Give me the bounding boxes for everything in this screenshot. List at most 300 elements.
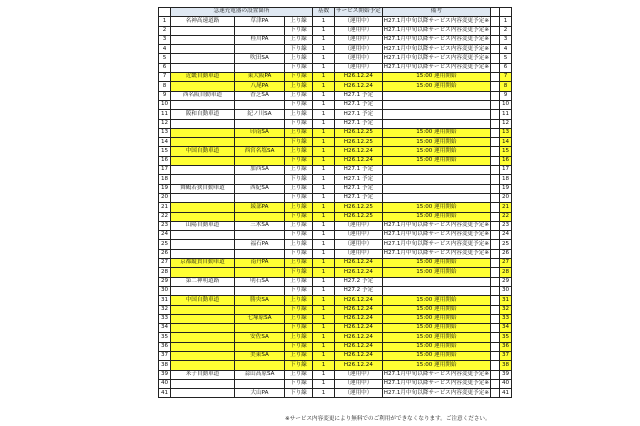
charger-count: 1 xyxy=(313,296,335,305)
charger-count: 1 xyxy=(313,389,335,398)
table-row xyxy=(159,54,512,63)
row-number-right: 24 xyxy=(500,231,512,240)
table-row xyxy=(159,389,512,398)
table-row xyxy=(159,351,512,360)
table-header-row xyxy=(159,8,512,17)
remarks: 15:00 運用開始 xyxy=(382,259,490,268)
service-start: H27.1 予定 xyxy=(335,193,383,202)
expressway-name: 中国自動車道 xyxy=(171,147,235,156)
service-area-name xyxy=(235,249,285,258)
service-start: H26.12.24 xyxy=(335,324,383,333)
row-number-right: 2 xyxy=(500,26,512,35)
service-area-name: 紀ノ川SA xyxy=(235,110,285,119)
remarks xyxy=(382,166,490,175)
charger-count: 1 xyxy=(313,342,335,351)
charger-count: 1 xyxy=(313,370,335,379)
expressway-name xyxy=(171,54,235,63)
remarks: 15:00 運用開始 xyxy=(382,82,490,91)
expressway-name xyxy=(171,268,235,277)
row-number: 8 xyxy=(159,82,171,91)
row-number-right: 8 xyxy=(500,82,512,91)
row-number: 7 xyxy=(159,73,171,82)
table-row xyxy=(159,73,512,82)
expressway-name xyxy=(171,212,235,221)
table-row xyxy=(159,286,512,295)
service-area-name: 勝央SA xyxy=(235,296,285,305)
table-row xyxy=(159,128,512,137)
row-number-right: 32 xyxy=(500,305,512,314)
service-area-name xyxy=(235,379,285,388)
service-area-name: 大山PA xyxy=(235,389,285,398)
service-start: （運用中） xyxy=(335,45,383,54)
service-start: H26.12.25 xyxy=(335,138,383,147)
row-number: 18 xyxy=(159,175,171,184)
service-start: H27.1 予定 xyxy=(335,91,383,100)
table-row xyxy=(159,221,512,230)
service-area-name xyxy=(235,26,285,35)
table-row xyxy=(159,166,512,175)
direction: 下り線 xyxy=(285,45,313,54)
service-start: H26.12.24 xyxy=(335,147,383,156)
remarks: H27.1月中旬以降サービス内容変更予定※ xyxy=(382,26,490,35)
table-row xyxy=(159,259,512,268)
direction: 下り線 xyxy=(285,324,313,333)
service-start: H27.2 予定 xyxy=(335,286,383,295)
remarks: 15:00 運用開始 xyxy=(382,73,490,82)
table-row xyxy=(159,203,512,212)
row-number-right: 33 xyxy=(500,314,512,323)
remarks: 15:00 運用開始 xyxy=(382,128,490,137)
remarks: 15:00 運用開始 xyxy=(382,156,490,165)
service-area-name: 明石SA xyxy=(235,277,285,286)
service-start: （運用中） xyxy=(335,240,383,249)
row-number: 30 xyxy=(159,286,171,295)
remarks: H27.1月中旬以降サービス内容変更予定※ xyxy=(382,45,490,54)
expressway-name xyxy=(171,138,235,147)
remarks: 15:00 運用開始 xyxy=(382,305,490,314)
row-number-right: 35 xyxy=(500,333,512,342)
table-row xyxy=(159,370,512,379)
table-row xyxy=(159,138,512,147)
service-start: H26.12.24 xyxy=(335,351,383,360)
charger-count: 1 xyxy=(313,17,335,26)
expressway-name xyxy=(171,100,235,109)
expressway-name xyxy=(171,35,235,44)
service-start: H27.1 予定 xyxy=(335,110,383,119)
expressway-name: 近畿自動車道 xyxy=(171,73,235,82)
row-number-right: 29 xyxy=(500,277,512,286)
row-number-right: 15 xyxy=(500,147,512,156)
expressway-name xyxy=(171,193,235,202)
row-number: 16 xyxy=(159,156,171,165)
service-start: H26.12.24 xyxy=(335,314,383,323)
charger-count: 1 xyxy=(313,119,335,128)
row-number: 13 xyxy=(159,128,171,137)
service-area-name xyxy=(235,342,285,351)
expressway-name xyxy=(171,361,235,370)
remarks: 15:00 運用開始 xyxy=(382,203,490,212)
row-number-right: 11 xyxy=(500,110,512,119)
direction: 下り線 xyxy=(285,175,313,184)
remarks: H27.1月中旬以降サービス内容変更予定※ xyxy=(382,370,490,379)
remarks xyxy=(382,91,490,100)
remarks: H27.1月中旬以降サービス内容変更予定※ xyxy=(382,35,490,44)
charger-count: 1 xyxy=(313,314,335,323)
service-start: H26.12.24 xyxy=(335,342,383,351)
direction: 下り線 xyxy=(285,268,313,277)
expressway-name xyxy=(171,351,235,360)
charger-count: 1 xyxy=(313,110,335,119)
expressway-name xyxy=(171,324,235,333)
table-row xyxy=(159,212,512,221)
direction: 上り線 xyxy=(285,184,313,193)
row-number-right: 19 xyxy=(500,184,512,193)
expressway-name xyxy=(171,203,235,212)
header-remarks: 備考 xyxy=(382,8,490,17)
remarks: H27.1月中旬以降サービス内容変更予定※ xyxy=(382,54,490,63)
direction: 下り線 xyxy=(285,119,313,128)
table-row xyxy=(159,147,512,156)
direction: 上り線 xyxy=(285,314,313,323)
charger-count: 1 xyxy=(313,379,335,388)
table-row xyxy=(159,17,512,26)
row-number: 12 xyxy=(159,119,171,128)
header-location: 急速充電器の設置箇所 xyxy=(171,8,313,17)
direction: 下り線 xyxy=(285,305,313,314)
table-row xyxy=(159,119,512,128)
remarks: 15:00 運用開始 xyxy=(382,342,490,351)
service-start: H26.12.24 xyxy=(335,296,383,305)
row-number: 4 xyxy=(159,45,171,54)
remarks: H27.1月中旬以降サービス内容変更予定※ xyxy=(382,240,490,249)
service-area-name: 東大阪PA xyxy=(235,73,285,82)
remarks xyxy=(382,175,490,184)
direction: 下り線 xyxy=(285,193,313,202)
expressway-name: 舞鶴若狭自動車道 xyxy=(171,184,235,193)
table-row xyxy=(159,305,512,314)
charger-count: 1 xyxy=(313,147,335,156)
service-area-name xyxy=(235,138,285,147)
expressway-name xyxy=(171,175,235,184)
expressway-name: 米子自動車道 xyxy=(171,370,235,379)
row-number: 35 xyxy=(159,333,171,342)
row-number: 38 xyxy=(159,361,171,370)
expressway-name: 中国自動車道 xyxy=(171,296,235,305)
row-number: 33 xyxy=(159,314,171,323)
direction: 上り線 xyxy=(285,147,313,156)
remarks: 15:00 運用開始 xyxy=(382,296,490,305)
charger-count: 1 xyxy=(313,203,335,212)
charger-count: 1 xyxy=(313,138,335,147)
service-start: H26.12.24 xyxy=(335,259,383,268)
charger-count: 1 xyxy=(313,305,335,314)
remarks xyxy=(382,193,490,202)
expressway-name xyxy=(171,166,235,175)
row-number: 17 xyxy=(159,166,171,175)
expressway-name xyxy=(171,342,235,351)
row-number: 27 xyxy=(159,259,171,268)
header-service-start: サービス開始予定 xyxy=(335,8,383,17)
charger-count: 1 xyxy=(313,156,335,165)
table-row xyxy=(159,63,512,72)
row-number: 37 xyxy=(159,351,171,360)
direction: 上り線 xyxy=(285,221,313,230)
service-area-name xyxy=(235,231,285,240)
service-area-name xyxy=(235,193,285,202)
direction: 上り線 xyxy=(285,17,313,26)
service-start: （運用中） xyxy=(335,54,383,63)
table-row xyxy=(159,361,512,370)
service-area-name: 安佐SA xyxy=(235,333,285,342)
direction: 下り線 xyxy=(285,342,313,351)
expressway-name: 京都縦貫自動車道 xyxy=(171,259,235,268)
service-start: H26.12.24 xyxy=(335,73,383,82)
table-row xyxy=(159,91,512,100)
direction: 下り線 xyxy=(285,286,313,295)
table-row xyxy=(159,82,512,91)
row-number-right: 3 xyxy=(500,35,512,44)
charger-count: 1 xyxy=(313,45,335,54)
table-row xyxy=(159,100,512,109)
row-number-right: 12 xyxy=(500,119,512,128)
remarks: H27.1月中旬以降サービス内容変更予定※ xyxy=(382,231,490,240)
row-number: 5 xyxy=(159,54,171,63)
direction: 下り線 xyxy=(285,156,313,165)
row-number-right: 34 xyxy=(500,324,512,333)
table-row xyxy=(159,110,512,119)
remarks: 15:00 運用開始 xyxy=(382,147,490,156)
remarks: 15:00 運用開始 xyxy=(382,138,490,147)
row-number-right: 4 xyxy=(500,45,512,54)
table-row xyxy=(159,249,512,258)
expressway-name: 山陽自動車道 xyxy=(171,221,235,230)
expressway-name xyxy=(171,389,235,398)
row-number: 39 xyxy=(159,370,171,379)
service-start: H26.12.24 xyxy=(335,333,383,342)
table-row xyxy=(159,45,512,54)
footnote: ※サービス内容変更により無料でのご利用ができなくなります。ご注意ください。 xyxy=(285,416,491,422)
row-number: 26 xyxy=(159,249,171,258)
row-number: 14 xyxy=(159,138,171,147)
charger-count: 1 xyxy=(313,26,335,35)
direction: 上り線 xyxy=(285,54,313,63)
row-number-right: 39 xyxy=(500,370,512,379)
service-start: H26.12.24 xyxy=(335,268,383,277)
charger-count: 1 xyxy=(313,277,335,286)
service-area-name: 桂川PA xyxy=(235,35,285,44)
direction: 下り線 xyxy=(285,361,313,370)
service-area-name xyxy=(235,324,285,333)
charger-count: 1 xyxy=(313,231,335,240)
charger-count: 1 xyxy=(313,259,335,268)
service-start: H26.12.25 xyxy=(335,203,383,212)
row-number: 10 xyxy=(159,100,171,109)
row-number-right: 25 xyxy=(500,240,512,249)
charger-count: 1 xyxy=(313,100,335,109)
row-number: 2 xyxy=(159,26,171,35)
direction: 下り線 xyxy=(285,379,313,388)
direction: 上り線 xyxy=(285,277,313,286)
service-area-name xyxy=(235,361,285,370)
row-number: 34 xyxy=(159,324,171,333)
expressway-name xyxy=(171,249,235,258)
row-number: 6 xyxy=(159,63,171,72)
table-row xyxy=(159,231,512,240)
expressway-name: 西名阪自動車道 xyxy=(171,91,235,100)
row-number: 24 xyxy=(159,231,171,240)
direction: 上り線 xyxy=(285,333,313,342)
charger-count: 1 xyxy=(313,249,335,258)
row-number-right: 5 xyxy=(500,54,512,63)
service-start: （運用中） xyxy=(335,17,383,26)
direction: 下り線 xyxy=(285,73,313,82)
row-number: 20 xyxy=(159,193,171,202)
service-start: H27.1 予定 xyxy=(335,166,383,175)
service-start: H27.1 予定 xyxy=(335,175,383,184)
service-area-name: 南丹PA xyxy=(235,259,285,268)
row-number-right: 22 xyxy=(500,212,512,221)
service-area-name: 七塚原SA xyxy=(235,314,285,323)
row-number-right: 17 xyxy=(500,166,512,175)
service-area-name xyxy=(235,286,285,295)
expressway-name xyxy=(171,82,235,91)
direction: 下り線 xyxy=(285,249,313,258)
expressway-name xyxy=(171,333,235,342)
row-number-right: 38 xyxy=(500,361,512,370)
row-number-right: 20 xyxy=(500,193,512,202)
direction: 上り線 xyxy=(285,82,313,91)
remarks: 15:00 運用開始 xyxy=(382,314,490,323)
direction: 上り線 xyxy=(285,91,313,100)
row-number-right: 1 xyxy=(500,17,512,26)
remarks: H27.1月中旬以降サービス内容変更予定※ xyxy=(382,63,490,72)
expressway-name xyxy=(171,26,235,35)
service-area-name: 草津PA xyxy=(235,17,285,26)
charger-count: 1 xyxy=(313,361,335,370)
service-area-name xyxy=(235,119,285,128)
expressway-name: 第二神明道路 xyxy=(171,277,235,286)
row-number-right: 28 xyxy=(500,268,512,277)
direction: 下り線 xyxy=(285,138,313,147)
service-start: （運用中） xyxy=(335,26,383,35)
table-row xyxy=(159,314,512,323)
table-row xyxy=(159,26,512,35)
service-start: （運用中） xyxy=(335,35,383,44)
service-area-name: 加西SA xyxy=(235,166,285,175)
row-number: 28 xyxy=(159,268,171,277)
table-row xyxy=(159,240,512,249)
direction: 上り線 xyxy=(285,240,313,249)
service-start: H26.12.24 xyxy=(335,156,383,165)
remarks xyxy=(382,286,490,295)
service-area-name: 香芝SA xyxy=(235,91,285,100)
expressway-name: 阪和自動車道 xyxy=(171,110,235,119)
table-row xyxy=(159,342,512,351)
charger-count: 1 xyxy=(313,35,335,44)
remarks xyxy=(382,184,490,193)
expressway-name xyxy=(171,305,235,314)
service-start: H27.1 予定 xyxy=(335,119,383,128)
row-number: 41 xyxy=(159,389,171,398)
service-start: （運用中） xyxy=(335,231,383,240)
expressway-name xyxy=(171,63,235,72)
expressway-name xyxy=(171,286,235,295)
direction: 上り線 xyxy=(285,128,313,137)
remarks: 15:00 運用開始 xyxy=(382,333,490,342)
service-start: （運用中） xyxy=(335,221,383,230)
service-area-name: 印南SA xyxy=(235,128,285,137)
direction: 上り線 xyxy=(285,259,313,268)
charger-count: 1 xyxy=(313,351,335,360)
row-number-right: 36 xyxy=(500,342,512,351)
row-number: 19 xyxy=(159,184,171,193)
expressway-name xyxy=(171,314,235,323)
charger-count: 1 xyxy=(313,82,335,91)
row-number-right: 13 xyxy=(500,128,512,137)
service-area-name: 西紀SA xyxy=(235,184,285,193)
expressway-name xyxy=(171,240,235,249)
remarks: 15:00 運用開始 xyxy=(382,361,490,370)
service-start: （運用中） xyxy=(335,370,383,379)
expressway-name xyxy=(171,379,235,388)
charger-count: 1 xyxy=(313,286,335,295)
remarks xyxy=(382,110,490,119)
row-number: 9 xyxy=(159,91,171,100)
direction: 下り線 xyxy=(285,231,313,240)
table-row xyxy=(159,333,512,342)
row-number-right: 27 xyxy=(500,259,512,268)
service-start: H27.1 予定 xyxy=(335,184,383,193)
row-number-right: 41 xyxy=(500,389,512,398)
direction: 下り線 xyxy=(285,26,313,35)
expressway-name: 名神高速道路 xyxy=(171,17,235,26)
row-number-right: 14 xyxy=(500,138,512,147)
charger-count: 1 xyxy=(313,54,335,63)
direction: 下り線 xyxy=(285,212,313,221)
service-start: H27.2 予定 xyxy=(335,277,383,286)
service-area-name: 西宮名塩SA xyxy=(235,147,285,156)
row-number: 40 xyxy=(159,379,171,388)
row-number: 32 xyxy=(159,305,171,314)
service-start: （運用中） xyxy=(335,379,383,388)
row-number: 36 xyxy=(159,342,171,351)
direction: 下り線 xyxy=(285,100,313,109)
direction: 下り線 xyxy=(285,389,313,398)
table-body xyxy=(159,17,512,398)
service-area-name xyxy=(235,212,285,221)
row-number-right: 26 xyxy=(500,249,512,258)
remarks xyxy=(382,119,490,128)
row-number-right: 21 xyxy=(500,203,512,212)
table-row xyxy=(159,324,512,333)
charger-count: 1 xyxy=(313,193,335,202)
remarks: H27.1月中旬以降サービス内容変更予定※ xyxy=(382,249,490,258)
service-start: H26.12.25 xyxy=(335,212,383,221)
expressway-name xyxy=(171,156,235,165)
remarks: 15:00 運用開始 xyxy=(382,351,490,360)
expressway-name xyxy=(171,231,235,240)
charger-table xyxy=(158,7,512,398)
remarks: H27.1月中旬以降サービス内容変更予定※ xyxy=(382,17,490,26)
service-area-name: 蒜山高原SA xyxy=(235,370,285,379)
row-number-right: 16 xyxy=(500,156,512,165)
row-number-right: 30 xyxy=(500,286,512,295)
service-area-name: 三木SA xyxy=(235,221,285,230)
remarks: H27.1月中旬以降サービス内容変更予定※ xyxy=(382,221,490,230)
service-start: H27.1 予定 xyxy=(335,100,383,109)
table-row xyxy=(159,379,512,388)
expressway-name xyxy=(171,119,235,128)
